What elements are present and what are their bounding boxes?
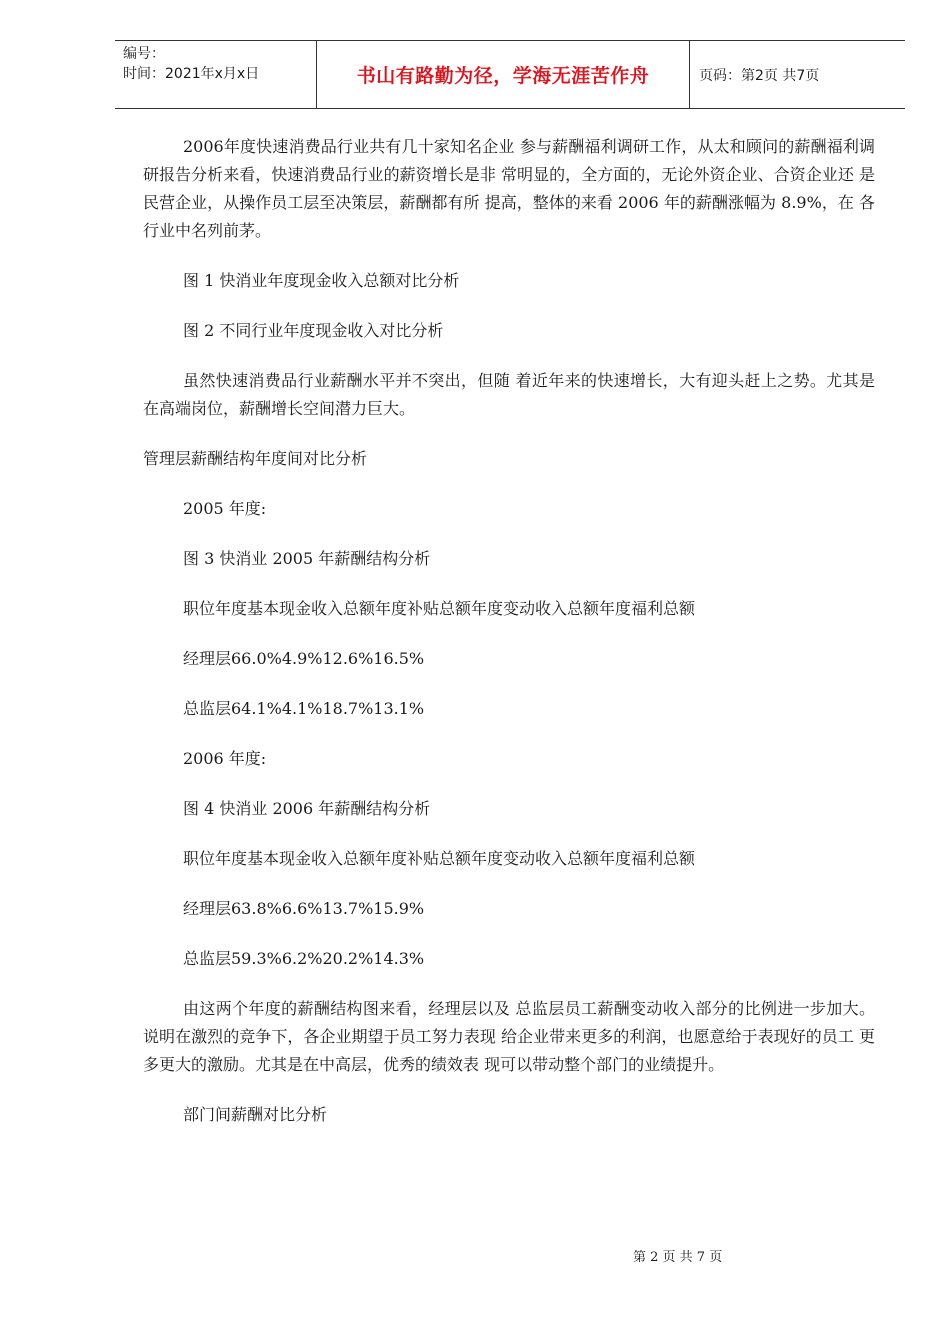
director-row-2005: 总监层64.1%4.1%18.7%13.1%: [183, 699, 425, 718]
year-2006-label: 2006 年度:: [183, 749, 267, 768]
intro-paragraph: 2006年度快速消费品行业共有几十家知名企业 参与薪酬福利调研工作，从太和顾问的薪酬福利调 研报告分析来看，快速消费品行业的薪资增长是非 常明显的，全方面的，无论外资企业、合资企业还 是民营企业，从操作员工层至决策层，薪酬都有所 提高，整体的来看 2006 年的薪酬涨幅为 8.9%，在 各行业中名列前茅。: [143, 137, 875, 240]
figure-4-caption: 图 4 快消业 2006 年薪酬结构分析: [183, 799, 431, 818]
header-page-label: 页码：第2页 共7页: [699, 68, 820, 84]
document-time-label: 时间：2021年x月x日: [123, 66, 260, 82]
header-meta: [123, 44, 259, 84]
growth-paragraph: 虽然快速消费品行业薪酬水平并不突出，但随 着近年来的快速增长，大有迎头赶上之势。尤其是在高端岗位，薪酬增长空间潜力巨大。: [143, 371, 875, 418]
section-heading-departments: 部门间薪酬对比分析: [183, 1105, 328, 1124]
figure-1-caption: 图 1 快消业年度现金收入总额对比分析: [183, 271, 460, 290]
section-heading-management: 管理层薪酬结构年度间对比分析: [143, 449, 368, 468]
header-motto: 书山有路勤为径，学海无涯苦作舟: [316, 41, 690, 108]
table-header-2006: 职位年度基本现金收入总额年度补贴总额年度变动收入总额年度福利总额: [183, 849, 696, 868]
director-row-2006: 总监层59.3%6.2%20.2%14.3%: [183, 949, 425, 968]
table-header-2005: 职位年度基本现金收入总额年度补贴总额年度变动收入总额年度福利总额: [183, 599, 696, 618]
manager-row-2006: 经理层63.8%6.6%13.7%15.9%: [183, 899, 425, 918]
document-number-label: 编号：: [123, 46, 165, 62]
year-2005-label: 2005 年度:: [183, 499, 267, 518]
figure-2-caption: 图 2 不同行业年度现金收入对比分析: [183, 321, 444, 340]
conclusion-paragraph: 由这两个年度的薪酬结构图来看，经理层以及 总监层员工薪酬变动收入部分的比例进一步加大。 说明在激烈的竞争下，各企业期望于员工努力表现 给企业带来更多的利润，也愿意给于表现好的员工 更多更大的激励。尤其是在中高层，优秀的绩效表 现可以带动整个部门的业绩提升。: [143, 999, 875, 1074]
document-body: [143, 133, 875, 1151]
figure-3-caption: 图 3 快消业 2005 年薪酬结构分析: [183, 549, 431, 568]
page-footer: 第 2 页 共 7 页: [633, 1250, 723, 1265]
page-header: [115, 40, 905, 109]
manager-row-2005: 经理层66.0%4.9%12.6%16.5%: [183, 649, 425, 668]
